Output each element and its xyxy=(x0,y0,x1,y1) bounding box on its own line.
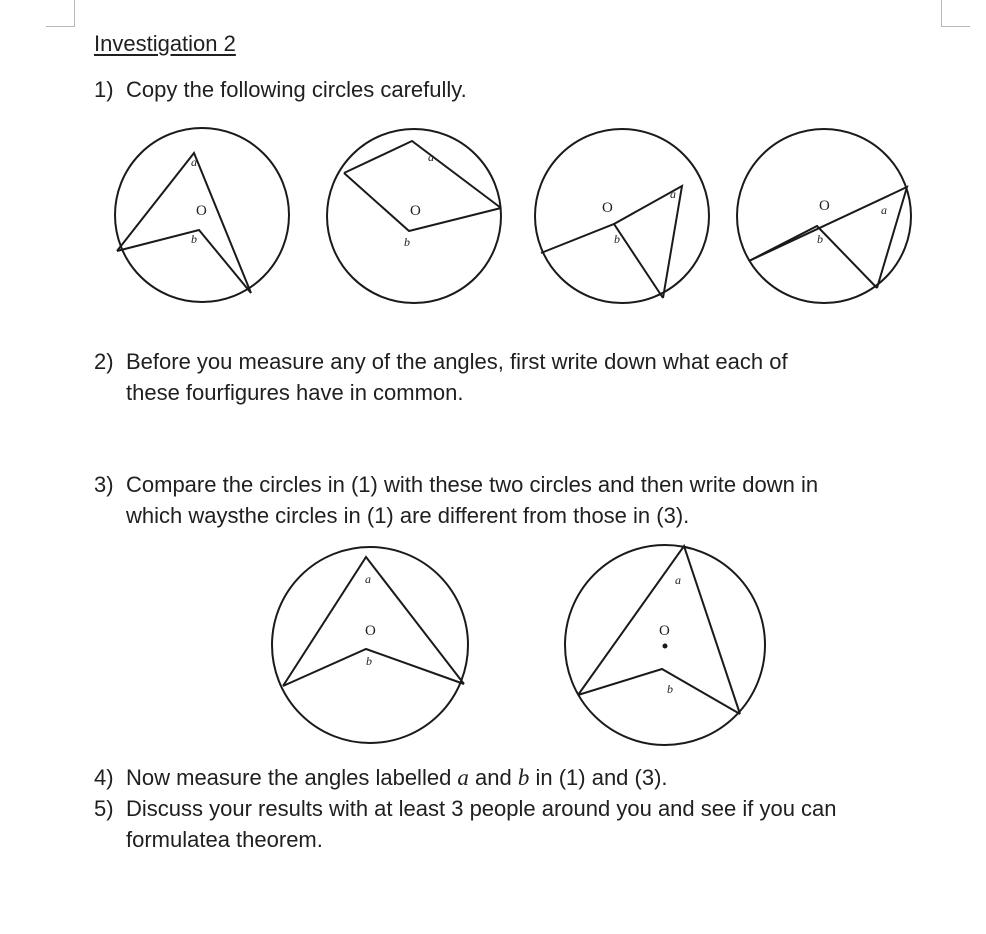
fig1-c3-label-b: b xyxy=(614,232,620,246)
question-4-post: in (1) and (3). xyxy=(529,765,668,790)
figure-1-circle-3 xyxy=(535,129,709,303)
question-5-number: 5) xyxy=(94,796,114,821)
figure-set-2 xyxy=(0,530,986,800)
investigation-title: Investigation 2 xyxy=(94,31,236,56)
fig1-c2-label-a: a xyxy=(428,150,434,164)
question-1-number: 1) xyxy=(94,77,114,102)
fig3-c2-label-a: a xyxy=(675,573,681,587)
question-3-line-1: Compare the circles in (1) with these two circles and then write down in xyxy=(126,472,819,497)
fig1-c1-label-o: O xyxy=(196,203,207,219)
fig3-c1-label-a: a xyxy=(365,572,371,586)
fig1-c2-label-o: O xyxy=(410,203,421,219)
figure-set-1 xyxy=(0,0,986,340)
figure-3-circle-2-center-dot xyxy=(663,644,668,649)
question-5-line-2: formulatea theorem. xyxy=(126,827,323,852)
question-5-line-1: Discuss your results with at least 3 people around you and see if you can xyxy=(126,796,837,821)
question-2-number: 2) xyxy=(94,349,114,374)
fig3-c2-label-o: O xyxy=(659,623,670,639)
fig1-c2-label-b: b xyxy=(404,235,410,249)
question-4-text xyxy=(126,762,906,793)
question-1-text: Copy the following circles carefully. xyxy=(126,77,467,102)
fig1-c1-label-a: a xyxy=(191,155,197,169)
question-4-number: 4) xyxy=(94,765,114,790)
question-4-var-b: b xyxy=(517,765,530,790)
question-2-line-2: these fourfigures have in common. xyxy=(126,380,464,405)
question-3-line-2: which waysthe circles in (1) are different from those in (3). xyxy=(126,503,690,528)
fig1-c3-label-a: a xyxy=(670,187,676,201)
fig1-c1-label-b: b xyxy=(191,232,197,246)
question-3-number: 3) xyxy=(94,472,114,497)
question-4-pre: Now measure the angles labelled xyxy=(126,765,458,790)
fig1-c4-label-a: a xyxy=(881,203,887,217)
question-4-mid: and xyxy=(468,765,518,790)
fig3-c1-label-o: O xyxy=(365,623,376,639)
fig3-c2-label-b: b xyxy=(667,682,673,696)
fig1-c4-label-o: O xyxy=(819,198,830,214)
fig1-c3-label-o: O xyxy=(602,200,613,216)
question-2-line-1: Before you measure any of the angles, first write down what each of xyxy=(126,349,788,374)
fig3-c1-label-b: b xyxy=(366,654,372,668)
question-4-var-a: a xyxy=(457,765,469,790)
fig1-c4-label-b: b xyxy=(817,232,823,246)
